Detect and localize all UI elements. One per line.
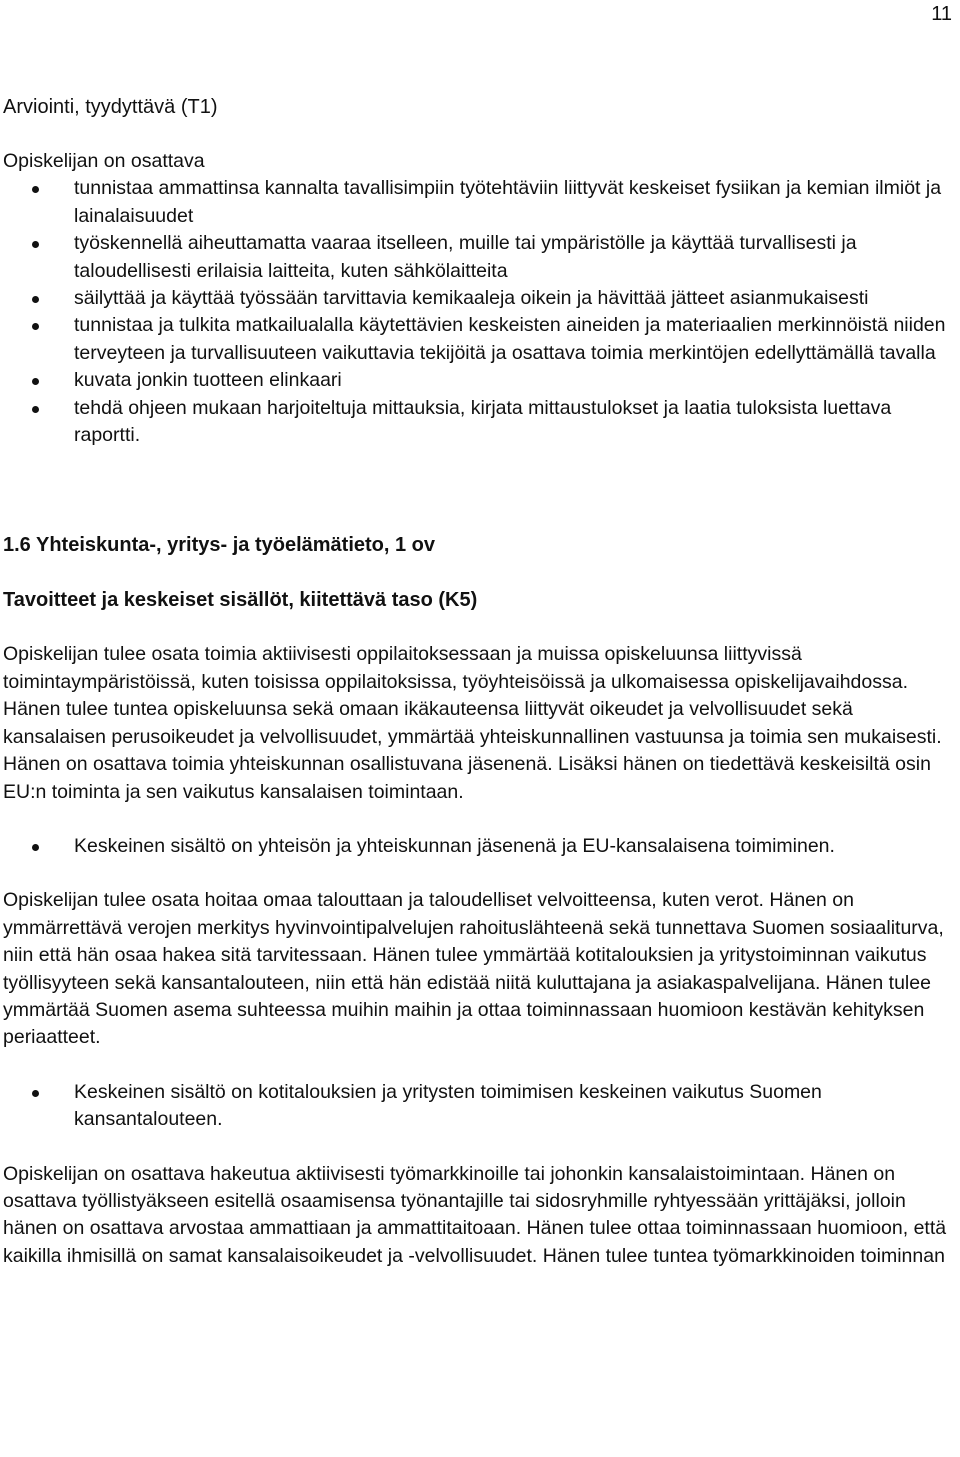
bullet-icon — [32, 323, 39, 330]
bullet-icon — [32, 241, 39, 248]
bullet-icon — [32, 186, 39, 193]
list-item: tunnistaa ja tulkita matkailualalla käytettävien keskeisten aineiden ja materiaalien merkinnöistä niiden terveyteen ja turvallisuuteen vaikuttavia tekijöitä ja osattava toimia merkintöjen edellyttämällä tavalla — [3, 312, 955, 367]
bullet-icon — [32, 378, 39, 385]
section-heading-t1: Arviointi, tyydyttävä (T1) — [3, 96, 218, 118]
list-item: tunnistaa ammattinsa kannalta tavallisimpiin työtehtäviin liittyvät keskeiset fysiikan ja kemian ilmiöt ja lainalaisuudet — [3, 175, 955, 230]
content-list-1 — [3, 833, 955, 860]
list-item: Keskeinen sisältö on kotitalouksien ja yritysten toimimisen keskeinen vaikutus Suomen kansantalouteen. — [3, 1079, 955, 1134]
bullet-icon — [32, 1090, 39, 1097]
bullet-icon — [32, 296, 39, 303]
paragraph-3: Opiskelijan on osattava hakeutua aktiivisesti työmarkkinoille tai johonkin kansalaistoimintaan. Hänen on osattava työllistyäkseen esitellä osaamisensa työnantajille tai sidosryhmille ryhtyessään yrittäjäksi, jolloin hänen on osattava arvostaa ammattiaan ja ammattitaitoaan. Hänen tulee ottaa toiminnassaan huomioon, että kaikilla ihmisillä on samat kansalaisoikeudet ja -velvollisuudet. Hänen tulee tuntea työmarkkinoiden toiminnan — [3, 1162, 947, 1267]
section-heading-1-6: 1.6 Yhteiskunta-, yritys- ja työelämätieto, 1 ov — [3, 534, 436, 557]
paragraph-2: Opiskelijan tulee osata hoitaa omaa talouttaan ja taloudelliset velvoitteensa, kuten verot. Hänen on ymmärrettävä verojen merkitys hyvinvointipalvelujen rahoituslähteenä sekä tunnettava Suomen sosiaaliturva, niin että hän osaa hakea sitä tarvitessaan. Hänen tulee ymmärtää kotitalouksien ja yritystoiminnan vaikutus työllisyyteen sekä kansantalouteen, niin että hän edistää niitä kuluttajana ja asiakaspalvelijana. Hänen tulee ymmärtää Suomen asema suhteessa muihin maihin ja ottaa toiminnassaan huomioon kestävän kehityksen periaatteet. — [3, 889, 944, 1049]
t1-list — [3, 175, 955, 449]
bullet-icon — [32, 406, 39, 413]
list-item: kuvata jonkin tuotteen elinkaari — [3, 367, 955, 394]
content-list-2 — [3, 1079, 955, 1134]
list-item: Keskeinen sisältö on yhteisön ja yhteiskunnan jäsenenä ja EU-kansalaisena toimiminen. — [3, 833, 955, 860]
list-item: työskennellä aiheuttamatta vaaraa itselleen, muille tai ympäristölle ja käyttää turvallisesti ja taloudellisesti erilaisia laitteita, kuten sähkölaitteita — [3, 230, 955, 285]
list-item: säilyttää ja käyttää työssään tarvittavia kemikaaleja oikein ja hävittää jätteet asianmukaisesti — [3, 285, 955, 312]
paragraph-1: Opiskelijan tulee osata toimia aktiivisesti oppilaitoksessaan ja muissa opiskeluunsa liittyvissä toimintaympäristöissä, kuten toisissa oppilaitoksissa, työyhteisöissä ja ulkomaisessa opiskelijavaihdossa. Hänen tulee tuntea opiskeluunsa sekä omaan ikäkauteensa liittyvät oikeudet ja velvollisuudet sekä kansalaisen perusoikeudet ja velvollisuudet, ymmärtää yhteiskunnallinen vastuunsa ja toimia sen mukaisesti. Hänen on osattava toimia yhteiskunnan osallistuvana jäsenenä. Lisäksi hänen on tiedettävä keskeisiltä osin EU:n toiminta ja sen vaikutus kansalaisen toimintaan. — [3, 643, 942, 803]
section-subheading: Tavoitteet ja keskeiset sisällöt, kiitettävä taso (K5) — [3, 589, 478, 612]
bullet-icon — [32, 844, 39, 851]
t1-intro: Opiskelijan on osattava — [3, 150, 205, 172]
list-item: tehdä ohjeen mukaan harjoiteltuja mittauksia, kirjata mittaustulokset ja laatia tuloksista luettava raportti. — [3, 395, 955, 450]
document-body — [3, 93, 955, 1270]
page-number: 11 — [931, 3, 952, 25]
